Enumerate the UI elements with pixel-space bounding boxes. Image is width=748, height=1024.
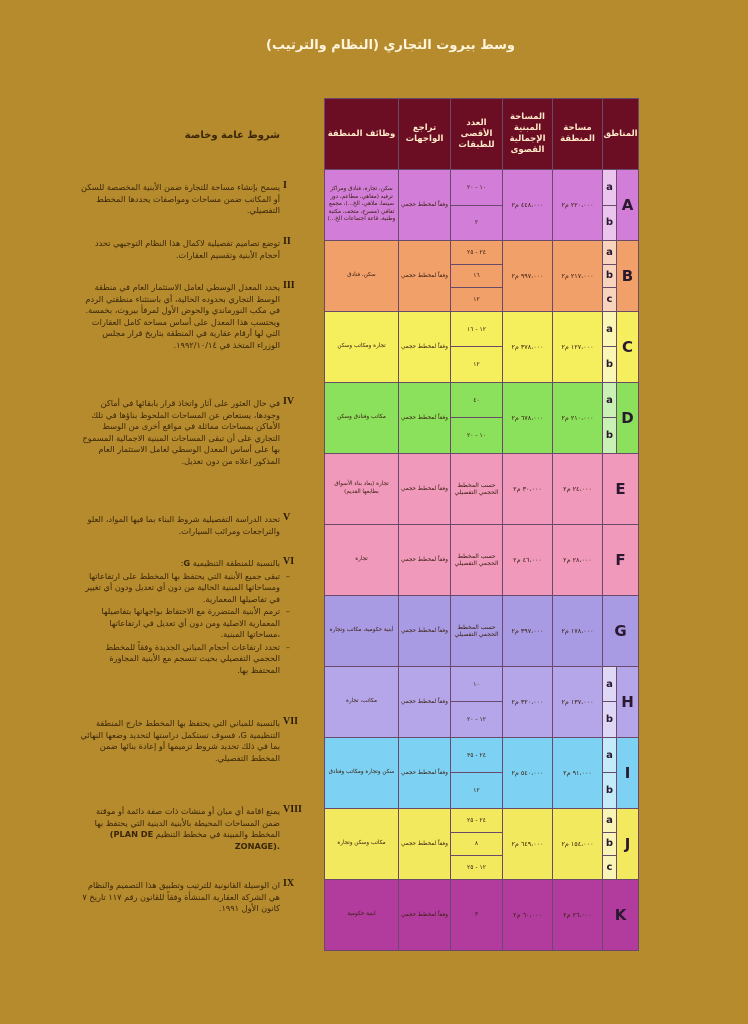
zone-subdivision-label: b (603, 347, 617, 383)
table-row (325, 170, 639, 206)
zone-letter: J (617, 808, 639, 879)
condition-paragraph: توضع تصاميم تفصيلية لاكمال هذا النظام التوجيهي تحدد أحجام الأبنية وتقسيم العقارات. (94, 238, 280, 260)
zone-max-floors: ١٠ - ٢٠ (451, 418, 503, 454)
zone-max-floors: حسب المخطط الحجمي التفصيلي (451, 453, 503, 524)
table-row (325, 666, 639, 702)
zone-letter: E (603, 453, 639, 524)
zone-subdivision-label: b (603, 773, 617, 809)
zone-max-floors: حسب المخطط الحجمي التفصيلي (451, 595, 503, 666)
zone-max-built-area: ٥٤٠،٠٠٠ م٢ (503, 737, 553, 808)
zone-setback: وفقاً لمخطط حجمي (399, 737, 451, 808)
zone-subdivision-label: a (603, 241, 617, 265)
condition-bullet: تبقى جميع الأبنية التي يحتفظ بها المخطط على ارتفاعاتها ومساحاتها المبنية الحالية من دون أي تعديل ودون أي تغيير في تفاصيلها المعمارية. – (80, 571, 280, 606)
zone-letter: F (603, 524, 639, 595)
paragraph-number: V (283, 512, 291, 523)
zone-functions: تجارة (بعاد بناء الأسواق بطابعها القديم) (325, 453, 399, 524)
zone-area: ١٣٧،٠٠٠ م٢ (553, 666, 603, 737)
plan-de-zonage-label: (PLAN DE ZONAGE). (109, 829, 280, 851)
zone-setback: وفقاً لمخطط حجمي (399, 311, 451, 382)
zone-area: ٩١،٠٠٠ م٢ (553, 737, 603, 808)
zone-max-floors: ١٢ (451, 288, 503, 312)
header-max-built-area: المساحة المبنية الإجمالية القصوى (503, 99, 553, 170)
header-functions: وظائف المنطقة (325, 99, 399, 170)
table-row (325, 241, 639, 265)
paragraph-number: III (283, 280, 295, 291)
table-row (325, 453, 639, 524)
zone-setback: وفقاً لمخطط حجمي (399, 453, 451, 524)
zone-functions: تجارة (325, 524, 399, 595)
zone-max-built-area: ٦٤٩،٠٠٠ م٢ (503, 808, 553, 879)
zone-area: ١٢٧،٠٠٠ م٢ (553, 311, 603, 382)
table-row (325, 808, 639, 832)
zone-max-floors: حسب المخطط الحجمي التفصيلي (451, 524, 503, 595)
zone-area: ٢١٠،٠٠٠ م٢ (553, 382, 603, 453)
paragraph-number: IX (283, 878, 295, 889)
zone-max-floors: ٢٤ - ٢٥ (451, 808, 503, 832)
zone-max-floors: ١٢ (451, 347, 503, 383)
zone-functions: ابنية حكومية (325, 879, 399, 950)
zone-subdivision-label: b (603, 832, 617, 856)
zone-max-floors: ١٢ - ١٦ (451, 311, 503, 347)
zone-subdivision-label: a (603, 808, 617, 832)
paragraph-number: IV (283, 396, 295, 407)
condition-text: يمنع اقامة أي مبان أو منشات ذات صفة دائمة أو موقتة ضمن المساحات المحيطة بالأبنية الدينية التي يحتفظ بها المخطط والمبينة في مخطط التنظيم (94, 806, 280, 839)
zone-max-built-area: ٤٦،٠٠٠ م٢ (503, 524, 553, 595)
header-setback: تراجع الواجهات (399, 99, 451, 170)
zone-max-floors: ١٦ (451, 264, 503, 288)
condition-paragraph: ان الوسيلة القانونية للترتيب وتطبيق هذا التصميم والنظام هي الشركة العقارية المنشأة وفقاً للقانون رقم ١١٧ تاريخ ٧ كانون الأول ١٩٩١. (82, 880, 280, 913)
zone-max-floors: ١٠ - ٢٠ (451, 170, 503, 206)
zone-setback: وفقاً لمخطط حجمي (399, 808, 451, 879)
zone-letter: B (617, 241, 639, 312)
zone-area: ٢١٧،٠٠٠ م٢ (553, 241, 603, 312)
zone-setback: وفقاً لمخطط حجمي (399, 241, 451, 312)
header-zone-area: مساحة المنطقة (553, 99, 603, 170)
zone-setback: وفقاً لمخطط حجمي (399, 382, 451, 453)
zone-setback: وفقاً لمخطط حجمي (399, 595, 451, 666)
condition-intro: بالنسبة للمنطقة التنظيمية (192, 558, 280, 568)
zone-functions: مكاتب وسكن وتجارة (325, 808, 399, 879)
zone-area: ٢٦،٠٠٠ م٢ (553, 879, 603, 950)
table-row (325, 311, 639, 347)
zone-max-built-area: ٣٠،٠٠٠ م٢ (503, 453, 553, 524)
zoning-table (324, 98, 639, 951)
header-max-floors: العدد الأقصى للطبقات (451, 99, 503, 170)
zone-max-floors: ١٢ (451, 773, 503, 809)
zone-max-built-area: ٣٩٧،٠٠٠ م٢ (503, 595, 553, 666)
header-zones: المناطق (603, 99, 639, 170)
zone-functions: سكن، فنادق (325, 241, 399, 312)
zone-max-built-area: ٦٧٨،٠٠٠ م٢ (503, 382, 553, 453)
paragraph-number: VI (283, 556, 295, 567)
zone-max-built-area: ٤٤٨،٠٠٠ م٢ (503, 170, 553, 241)
zone-setback: وفقاً لمخطط حجمي (399, 524, 451, 595)
table-row (325, 382, 639, 418)
condition-paragraph: بالنسبة للمنطقة التنظيمية G: تبقى جميع الأبنية التي يحتفظ بها المخطط على ارتفاعاتها ومساحاتها المبنية الحالية من دون أي تعديل ودون أي تغيير في تفاصيلها المعمارية. – ترمم الأبنية المتضررة مع الاحتفاظ بواجهاتها بتفاصيلها المعمارية الاصلية ومن دون أي تعديل في ارتفاعاتها ،مساحاتها المبنية. – تحدد ارتفاعات أحجام المباني الجديدة وفقاً للمخطط الحجمي التفصيلي بحيث تنسجم مع الأبنية المجاورة المحتفظ بها. – (80, 558, 280, 676)
zone-area: ٢٢٠،٠٠٠ م٢ (553, 170, 603, 241)
zone-functions: سكن، تجارة، فنادق ومراكز ترفيه (مقاهي، مطاعم، دور سينما، ملاهي، الخ...)، مجمع ثقافي (مسرح، متحف، مكتبة وطنية، قاعة اجتماعات الخ...) (325, 170, 399, 241)
condition-paragraph (80, 806, 280, 852)
conditions-heading: شروط عامة وخاصة (184, 130, 280, 141)
zone-max-built-area: ٣٢٠،٠٠٠ م٢ (503, 666, 553, 737)
zone-functions: سكن وتجارة ومكاتب وفنادق (325, 737, 399, 808)
condition-paragraph: تحدد الدراسة التفصيلية شروط البناء بما فيها المواد، العلو والتراجعات ومرائب السيارات. (87, 514, 280, 536)
page-title: وسط بيروت التجاري (النظام والترتيب) (266, 38, 515, 53)
zone-setback: وفقاً لمخطط حجمي (399, 879, 451, 950)
paragraph-number: VIII (283, 804, 302, 815)
zone-subdivision-label: a (603, 666, 617, 702)
condition-bullet: تحدد ارتفاعات أحجام المباني الجديدة وفقاً للمخطط الحجمي التفصيلي بحيث تنسجم مع الأبنية المجاورة المحتفظ بها. – (80, 642, 280, 677)
zone-max-built-area: ٣٧٨،٠٠٠ م٢ (503, 311, 553, 382)
zone-functions: تجارة ومكاتب وسكن (325, 311, 399, 382)
zone-letter: C (617, 311, 639, 382)
zone-area: ٢٤،٠٠٠ م٢ (553, 453, 603, 524)
zone-code: G (183, 558, 191, 568)
table-row (325, 737, 639, 773)
zone-max-floors: ١٠ (451, 666, 503, 702)
zone-letter: G (603, 595, 639, 666)
zone-subdivision-label: c (603, 856, 617, 880)
condition-paragraph: يسمح بإنشاء مساحة للتجارة ضمن الأبنية المخصصة للسكن أو المكاتب ضمن مساحات ومواصفات يحددها المخطط التفصيلي. (81, 182, 280, 215)
zone-subdivision-label: a (603, 382, 617, 418)
zone-max-built-area: ٩٩٧،٠٠٠ م٢ (503, 241, 553, 312)
zone-setback: وفقاً لمخطط حجمي (399, 170, 451, 241)
table-row (325, 524, 639, 595)
condition-paragraph: في حال العثور على آثار واتخاذ قرار بابقائها في أماكن وجودها، يستعاض عن المساحات الملحوظ بناؤها في تلك الأماكن بمساحات مماثلة في مواقع أخرى من الوسط التجاري على أن تبقى المساحات المبنية الاجمالية المسموح بها على أساس المعدل الوسطي لعامل الاستثمار العام المذكور اعلاه من دون تعديل. (82, 398, 280, 466)
zone-subdivision-label: b (603, 205, 617, 241)
condition-bullet: ترمم الأبنية المتضررة مع الاحتفاظ بواجهاتها بتفاصيلها المعمارية الاصلية ومن دون أي تعديل في ارتفاعاتها ،مساحاتها المبنية. – (80, 606, 280, 641)
table-header-row (325, 99, 639, 170)
zone-subdivision-label: b (603, 702, 617, 738)
zone-subdivision-label: c (603, 288, 617, 312)
zone-max-floors: ١٢ - ٢٠ (451, 702, 503, 738)
zone-letter: K (603, 879, 639, 950)
zone-max-built-area: ٦٠،٠٠٠ م٢ (503, 879, 553, 950)
zone-max-floors: ٢٤ - ٢٥ (451, 241, 503, 265)
zone-subdivision-label: a (603, 737, 617, 773)
zone-subdivision-label: a (603, 311, 617, 347)
zone-functions: أبنية حكومية، مكاتب وتجارة (325, 595, 399, 666)
condition-paragraph: بالنسبة للمباني التي يحتفظ بها المخطط خارج المنطقة التنظيمية G، فسوف تستكمل دراستها لتحديد وضعها النهائي بما في ذلك تحديد شروط ترميمها أو إعادة بنائها ضمن المخطط التفصيلي. (80, 718, 280, 763)
zone-max-floors: ٢ (451, 205, 503, 241)
zone-max-floors: ٤٠ (451, 382, 503, 418)
zone-subdivision-label: b (603, 418, 617, 454)
table-row (325, 595, 639, 666)
zone-letter: A (617, 170, 639, 241)
zone-functions: مكاتب، تجارة (325, 666, 399, 737)
zone-area: ١٥٤،٠٠٠ م٢ (553, 808, 603, 879)
zone-functions: مكاتب وفنادق وسكن (325, 382, 399, 453)
zone-letter: H (617, 666, 639, 737)
zone-area: ١٧٨،٠٠٠ م٢ (553, 595, 603, 666)
table-row (325, 879, 639, 950)
zone-max-floors: ٣ (451, 879, 503, 950)
zone-max-floors: ١٢ - ٢٥ (451, 856, 503, 880)
zone-max-floors: ٨ (451, 832, 503, 856)
paragraph-number: VII (283, 716, 299, 727)
zone-letter: D (617, 382, 639, 453)
zone-setback: وفقاً لمخطط حجمي (399, 666, 451, 737)
zone-max-floors: ٢٤ - ٣٥ (451, 737, 503, 773)
condition-paragraph: يحدد المعدل الوسطي لعامل الاستثمار العام في منطقة الوسط التجاري بحدوده الحالية، أي باستثناء منطقتي الردم في مكب النورماندي والحوض الأول لمرفأ بيروت، بخمسة. ويحتسب هذا المعدل على أساس مساحة كامل العقارات التي لها أرقام عقارية في المنطقة بتاريخ قرار مجلس الوزراء المتخذ في ١٩٩٢/١٠/١٤. (85, 282, 280, 350)
zone-subdivision-label: b (603, 264, 617, 288)
zone-letter: I (617, 737, 639, 808)
paragraph-number: I (283, 180, 287, 191)
paragraph-number: II (283, 236, 291, 247)
zone-subdivision-label: a (603, 170, 617, 206)
zone-area: ٢٨،٠٠٠ م٢ (553, 524, 603, 595)
